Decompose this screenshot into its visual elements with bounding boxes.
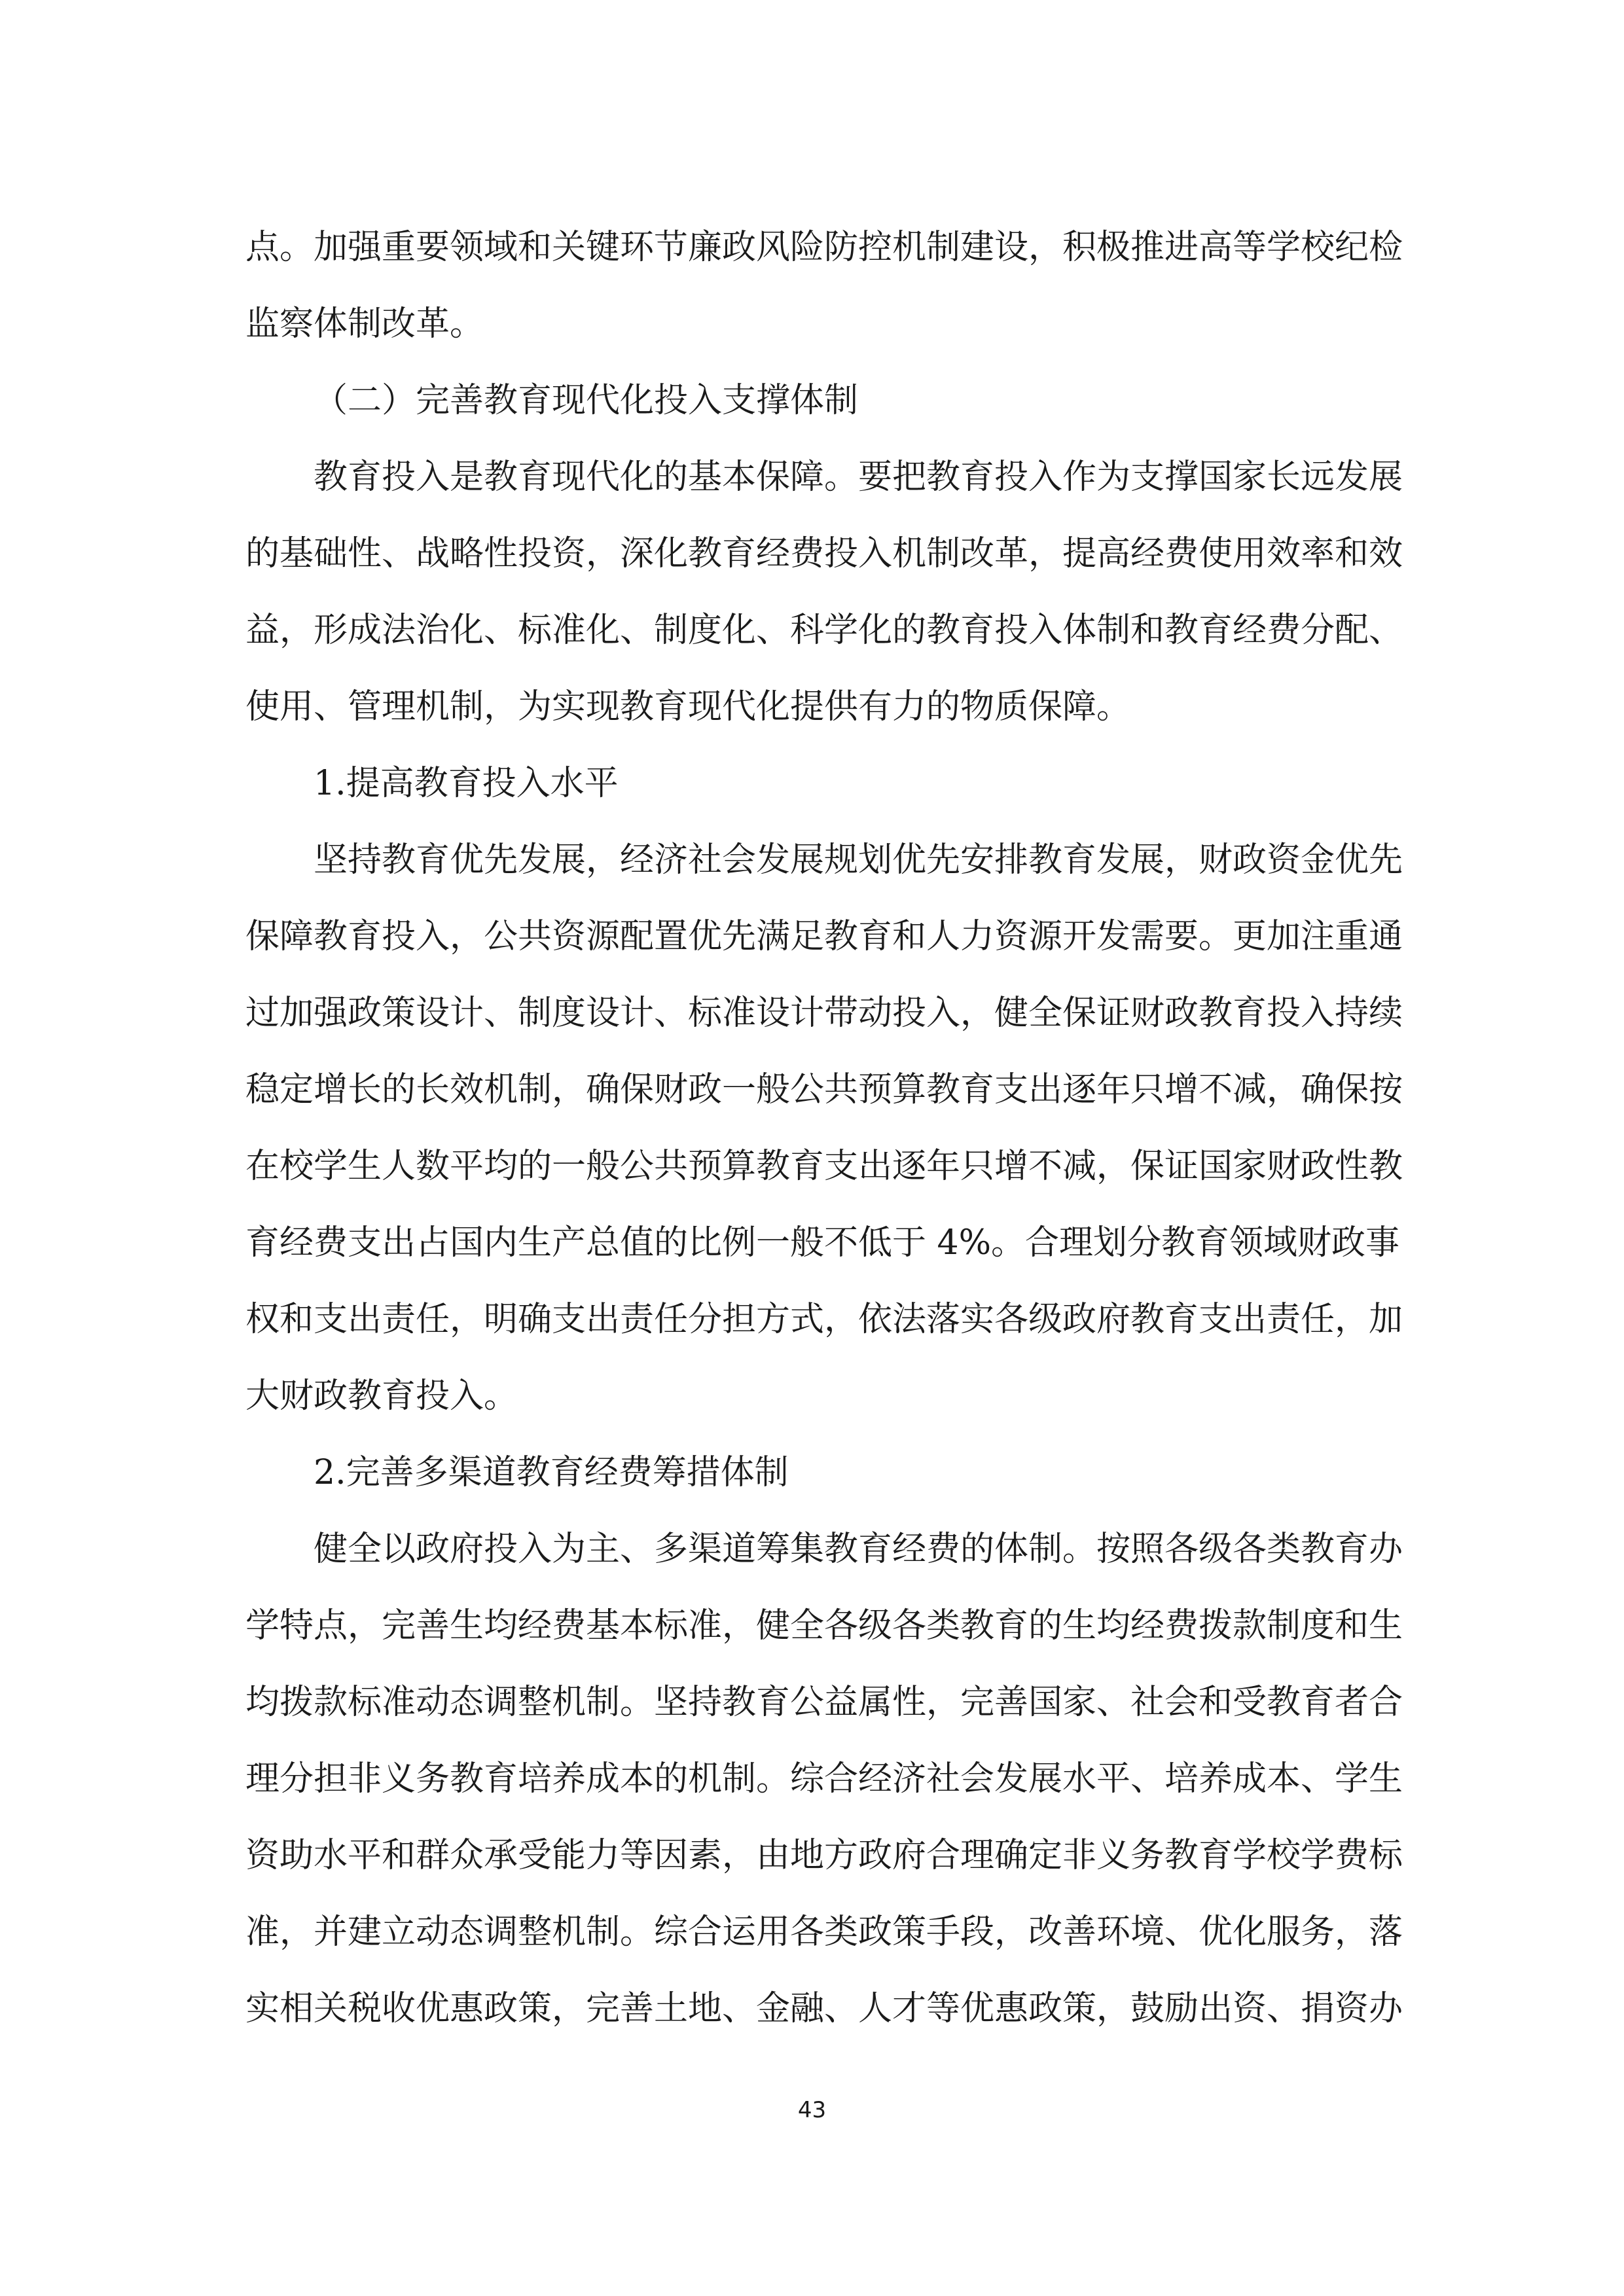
subsection-heading: 2.完善多渠道教育经费筹措体制 bbox=[314, 1453, 789, 1492]
document-body bbox=[245, 209, 1403, 2047]
text-line: 育经费支出占国内生产总值的比例一般不低于 4%。合理划分教育领域财政事 bbox=[245, 1223, 1400, 1263]
text-line: 准，并建立动态调整机制。综合运用各类政策手段，改善环境、优化服务，落 bbox=[245, 1912, 1403, 1952]
paragraph-first-line: 坚持教育优先发展，经济社会发展规划优先安排教育发展，财政资金优先 bbox=[314, 840, 1403, 880]
text-line: 保障教育投入，公共资源配置优先满足教育和人力资源开发需要。更加注重通 bbox=[245, 917, 1403, 956]
text-line: 权和支出责任，明确支出责任分担方式，依法落实各级政府教育支出责任，加 bbox=[245, 1300, 1403, 1339]
text-line: 实相关税收优惠政策，完善土地、金融、人才等优惠政策，鼓励出资、捐资办 bbox=[245, 1989, 1403, 2028]
text-line: 均拨款标准动态调整机制。坚持教育公益属性，完善国家、社会和受教育者合 bbox=[245, 1683, 1403, 1722]
text-line: 在校学生人数平均的一般公共预算教育支出逐年只增不减，保证国家财政性教 bbox=[245, 1147, 1403, 1186]
text-line: 监察体制改革。 bbox=[245, 304, 484, 344]
text-line: 过加强政策设计、制度设计、标准设计带动投入，健全保证财政教育投入持续 bbox=[245, 994, 1403, 1033]
text-line: 益，形成法治化、标准化、制度化、科学化的教育投入体制和教育经费分配、 bbox=[245, 611, 1403, 650]
text-line: 大财政教育投入。 bbox=[245, 1376, 518, 1416]
page-number: 43 bbox=[797, 2097, 827, 2123]
text-line: 点。加强重要领域和关键环节廉政风险防控机制建设，积极推进高等学校纪检 bbox=[245, 228, 1403, 267]
section-heading: （二）完善教育现代化投入支撑体制 bbox=[314, 381, 859, 420]
text-line: 使用、管理机制，为实现教育现代化提供有力的物质保障。 bbox=[245, 687, 1131, 726]
paragraph-first-line: 健全以政府投入为主、多渠道筹集教育经费的体制。按照各级各类教育办 bbox=[314, 1530, 1403, 1569]
text-line: 的基础性、战略性投资，深化教育经费投入机制改革，提高经费使用效率和效 bbox=[245, 534, 1403, 573]
text-line: 学特点，完善生均经费基本标准，健全各级各类教育的生均经费拨款制度和生 bbox=[245, 1606, 1403, 1645]
paragraph-first-line: 教育投入是教育现代化的基本保障。要把教育投入作为支撑国家长远发展 bbox=[314, 457, 1403, 497]
subsection-heading: 1.提高教育投入水平 bbox=[314, 764, 619, 803]
text-line: 稳定增长的长效机制，确保财政一般公共预算教育支出逐年只增不减，确保按 bbox=[245, 1070, 1403, 1109]
text-line: 理分担非义务教育培养成本的机制。综合经济社会发展水平、培养成本、学生 bbox=[245, 1759, 1403, 1799]
text-line: 资助水平和群众承受能力等因素，由地方政府合理确定非义务教育学校学费标 bbox=[245, 1836, 1403, 1875]
